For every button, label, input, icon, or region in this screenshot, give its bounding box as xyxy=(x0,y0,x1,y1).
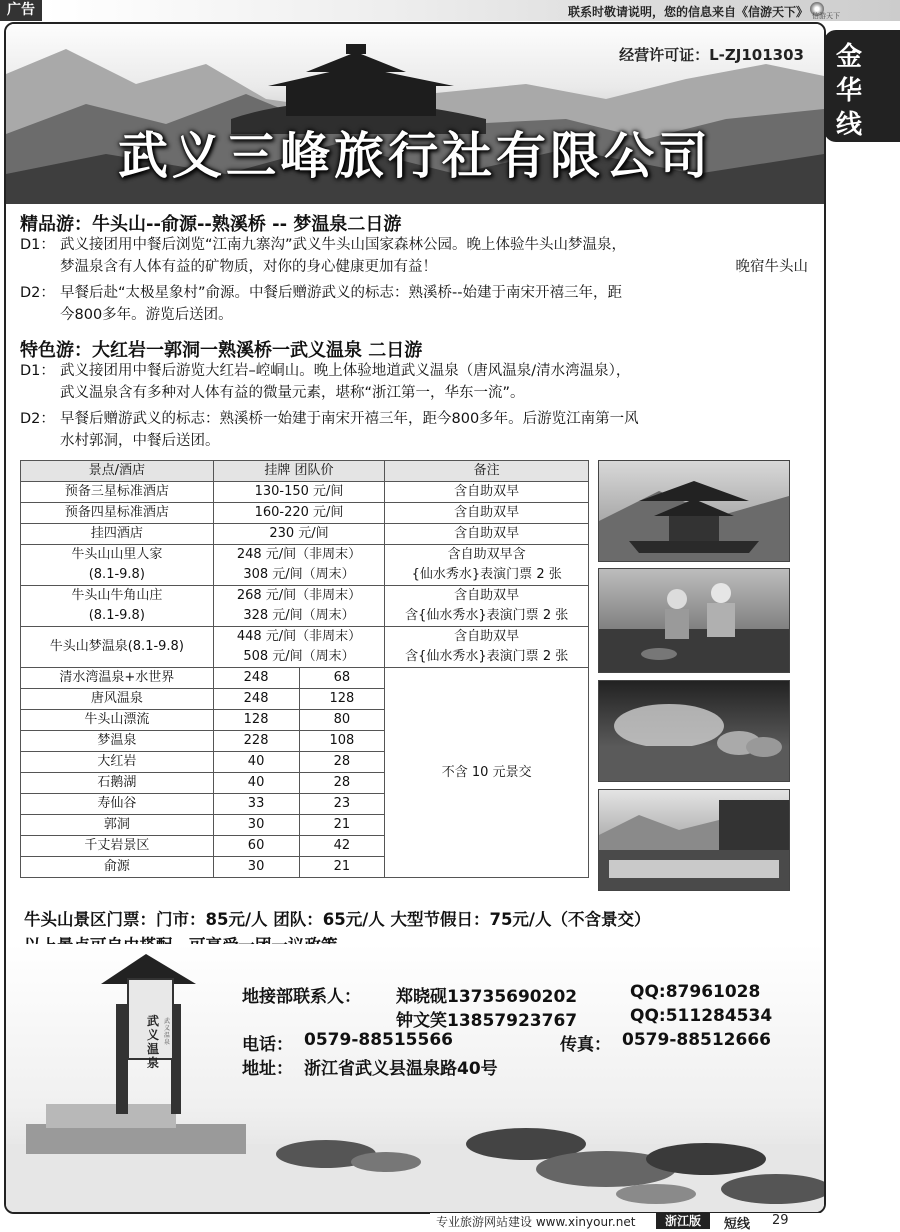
table-header-row xyxy=(21,461,589,482)
table-row xyxy=(21,503,589,524)
note-cell: 含自助双早 xyxy=(385,482,589,503)
pavilion-photo-icon xyxy=(599,461,789,561)
bottom-edition: 浙江版 xyxy=(656,1213,710,1229)
ticket-line: 牛头山景区门票：门市：85元/人 团队：65元/人 大型节假日：75元/人（不含景交） xyxy=(24,910,651,929)
note-line: 含{仙水秀水}表演门票 2 张 xyxy=(405,608,569,623)
address: 浙江省武义县温泉路40号 xyxy=(304,1059,498,1079)
group-price-cell: 23 xyxy=(299,794,385,815)
pavilion-icon xyxy=(268,44,454,116)
note-line: {仙水秀水}表演门票 2 张 xyxy=(411,567,562,582)
price-cell: 160-220 元/间 xyxy=(213,503,385,524)
table-row xyxy=(21,482,589,503)
fax-number: 0579-88512666 xyxy=(622,1030,771,1050)
price-line: 248 元/间（非周末） xyxy=(236,547,362,562)
ad-label: 广告 xyxy=(0,0,42,21)
list-price-cell: 60 xyxy=(213,836,299,857)
spots-note-cell: 不含 10 元景交 xyxy=(385,668,589,878)
tour-1-day-2 xyxy=(20,282,810,326)
day-text: 武义温泉含有多种对人体有益的微量元素，堪称“浙江第一，华东一流”。 xyxy=(60,385,525,401)
place-line: (8.1-9.8) xyxy=(88,567,145,582)
note-line: 含自助双早含 xyxy=(447,547,526,562)
fax-label: 传真： xyxy=(560,1035,611,1055)
day-label: D2： xyxy=(20,285,55,301)
list-price-cell: 30 xyxy=(213,815,299,836)
group-price-cell: 28 xyxy=(299,773,385,794)
contact-person-1: 郑晓砚13735690202 xyxy=(396,987,578,1007)
signboard-small-text: 武义温泉 xyxy=(164,1018,171,1046)
group-price-cell: 80 xyxy=(299,710,385,731)
place-cell: 石鹅湖 xyxy=(21,773,214,794)
price-cell xyxy=(213,545,385,586)
note-cell xyxy=(385,586,589,627)
day-text: 武义接团用中餐后游览大红岩–崆峒山。晚上体验地道武义温泉（唐风温泉/清水湾温泉）， xyxy=(60,363,631,379)
day-text: 武义接团用中餐后浏览“江南九寨沟”武义牛头山国家森林公园。晚上体验牛头山梦温泉， xyxy=(60,237,627,253)
bottom-site: 专业旅游网站建设 www.xinyour.net xyxy=(436,1215,636,1229)
price-line: 328 元/间（周末） xyxy=(243,608,355,623)
group-price-cell: 42 xyxy=(299,836,385,857)
company-name: 武义三峰旅行社有限公司 xyxy=(118,126,712,185)
group-price-cell: 28 xyxy=(299,752,385,773)
note-line: 含自助双早 xyxy=(454,588,520,603)
note-cell: 含自助双早 xyxy=(385,503,589,524)
tour-1-title: 精品游：牛头山--俞源--熟溪桥 -- 梦温泉二日游 xyxy=(20,214,402,235)
side-tab-char: 华 xyxy=(835,76,862,106)
pavilion-photo xyxy=(598,460,790,562)
contact-qq-1: QQ:87961028 xyxy=(630,982,761,1002)
day-label: D1： xyxy=(20,363,55,379)
price-line: 508 元/间（周末） xyxy=(243,649,355,664)
note-cell: 含自助双早 xyxy=(385,524,589,545)
place-cell: 千丈岩景区 xyxy=(21,836,214,857)
place-line: (8.1-9.8) xyxy=(88,608,145,623)
list-price-cell: 30 xyxy=(213,857,299,878)
price-cell xyxy=(213,627,385,668)
place-cell: 牛头山漂流 xyxy=(21,710,214,731)
day-label: D1： xyxy=(20,237,55,253)
hotspring-people-photo xyxy=(598,568,790,673)
place-cell: 唐风温泉 xyxy=(21,689,214,710)
day-text: 水村郭洞，中餐后送团。 xyxy=(60,433,220,449)
address-label: 地址： xyxy=(242,1059,293,1079)
hero-banner xyxy=(6,24,824,204)
header-price: 挂牌 团队价 xyxy=(213,461,385,482)
page-number: 29 xyxy=(772,1213,789,1228)
day-text: 今800多年。游览后送团。 xyxy=(60,307,233,323)
tour-1-day-1 xyxy=(20,234,810,278)
price-cell xyxy=(213,586,385,627)
place-line: 牛头山牛角山庄 xyxy=(71,588,163,603)
group-price-cell: 68 xyxy=(299,668,385,689)
ad-frame xyxy=(4,22,826,1214)
day-label: D2： xyxy=(20,411,55,427)
day-text: 早餐后赴“太极星象村”俞源。中餐后赠游武义的标志：熟溪桥--始建于南宋开禧三年，距 xyxy=(60,285,622,301)
place-cell: 寿仙谷 xyxy=(21,794,214,815)
list-price-cell: 128 xyxy=(213,710,299,731)
price-cell: 130-150 元/间 xyxy=(213,482,385,503)
list-price-cell: 248 xyxy=(213,668,299,689)
place-cell: 预备三星标准酒店 xyxy=(21,482,214,503)
place-cell: 预备四星标准酒店 xyxy=(21,503,214,524)
place-cell: 挂四酒店 xyxy=(21,524,214,545)
bottom-section: 短线 xyxy=(724,1217,751,1232)
phone-number: 0579-88515566 xyxy=(304,1030,453,1050)
side-tab-char: 线 xyxy=(835,110,862,140)
price-line: 308 元/间（周末） xyxy=(243,567,355,582)
note-line: 含自助双早 xyxy=(454,629,520,644)
list-price-cell: 33 xyxy=(213,794,299,815)
place-cell: 大红岩 xyxy=(21,752,214,773)
tour-2-day-1 xyxy=(20,360,810,404)
table-row xyxy=(21,545,589,586)
outdoor-pool-photo-icon xyxy=(599,790,789,890)
place-cell: 梦温泉 xyxy=(21,731,214,752)
note-cell xyxy=(385,627,589,668)
table-row xyxy=(21,668,589,689)
group-price-cell: 128 xyxy=(299,689,385,710)
contact-label: 地接部联系人： xyxy=(242,987,361,1007)
region-side-tab xyxy=(824,30,900,142)
lodging: 晚宿牛头山 xyxy=(735,259,808,275)
tour-2-day-2 xyxy=(20,408,810,452)
header-place: 景点/酒店 xyxy=(21,461,214,482)
header-note: 备注 xyxy=(385,461,589,482)
group-price-cell: 108 xyxy=(299,731,385,752)
place-cell: 郭洞 xyxy=(21,815,214,836)
signboard-text: 武义温泉 xyxy=(147,1014,160,1070)
business-license: 经营许可证：L-ZJ101303 xyxy=(619,46,804,64)
phone-label: 电话： xyxy=(242,1035,293,1055)
table-row xyxy=(21,627,589,668)
side-tab-char: 金 xyxy=(835,42,862,72)
list-price-cell: 40 xyxy=(213,752,299,773)
place-cell: 牛头山梦温泉(8.1-9.8) xyxy=(21,627,214,668)
outdoor-pool-photo xyxy=(598,789,790,891)
list-price-cell: 40 xyxy=(213,773,299,794)
hotspring-people-photo-icon xyxy=(599,569,789,672)
list-price-cell: 228 xyxy=(213,731,299,752)
steaming-pool-photo xyxy=(598,680,790,782)
price-table xyxy=(20,460,589,878)
note-line: 含{仙水秀水}表演门票 2 张 xyxy=(405,649,569,664)
top-notice: 联系时敬请说明，您的信息来自《信游天下》 xyxy=(567,5,808,19)
place-cell xyxy=(21,586,214,627)
list-price-cell: 248 xyxy=(213,689,299,710)
contact-qq-2: QQ:511284534 xyxy=(630,1006,773,1026)
day-text: 梦温泉含有人体有益的矿物质，对你的身心健康更加有益！ xyxy=(60,259,437,275)
place-cell xyxy=(21,545,214,586)
group-price-cell: 21 xyxy=(299,815,385,836)
price-line: 448 元/间（非周末） xyxy=(236,629,362,644)
price-cell: 230 元/间 xyxy=(213,524,385,545)
contact-person-2: 钟文笑13857923767 xyxy=(396,1011,578,1031)
day-text: 早餐后赠游武义的标志：熟溪桥一始建于南宋开禧三年，距今800多年。后游览江南第一风 xyxy=(60,411,639,427)
note-cell xyxy=(385,545,589,586)
place-cell: 俞源 xyxy=(21,857,214,878)
price-line: 268 元/间（非周末） xyxy=(236,588,362,603)
group-price-cell: 21 xyxy=(299,857,385,878)
table-row xyxy=(21,524,589,545)
top-logo-text: 信游天下 xyxy=(812,12,840,20)
table-row xyxy=(21,586,589,627)
steaming-pool-photo-icon xyxy=(599,681,789,781)
top-bar xyxy=(0,0,900,22)
place-line: 牛头山山里人家 xyxy=(71,547,163,562)
tour-2-title: 特色游：大红岩一郭洞一熟溪桥一武义温泉 二日游 xyxy=(20,340,423,361)
place-cell: 清水湾温泉+水世界 xyxy=(21,668,214,689)
